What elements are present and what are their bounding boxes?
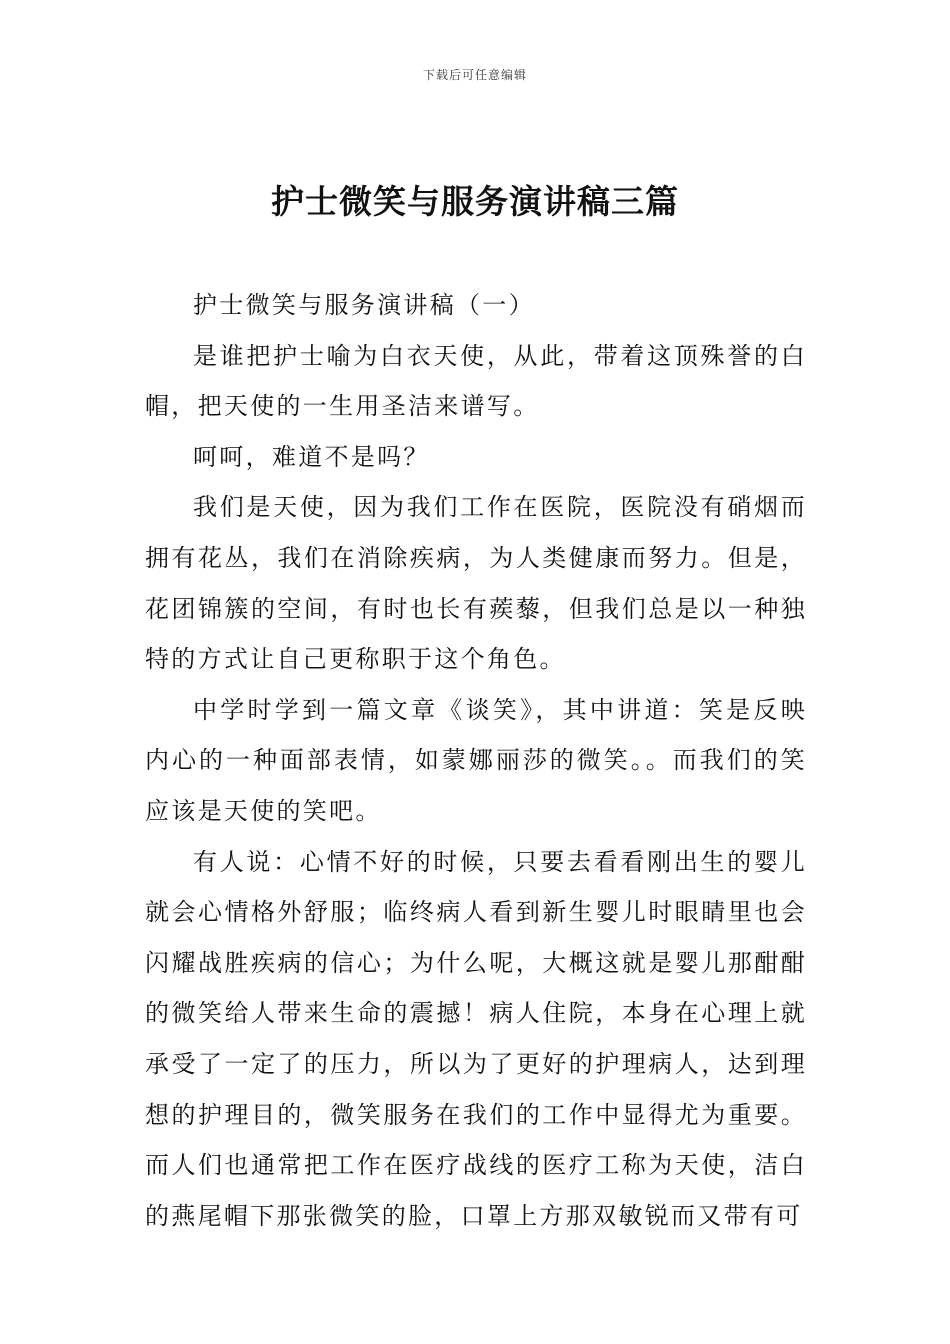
section-subtitle: 护士微笑与服务演讲稿（一）: [193, 291, 535, 319]
document-body: [145, 280, 807, 1241]
paragraph: 呵呵，难道不是吗？: [193, 442, 430, 471]
paragraph: 中学时学到一篇文章《谈笑》，其中讲道：笑是反映内心的一种面部表情，如蒙娜丽莎的微笑。。而我们的笑应该是天使的笑吧。: [145, 695, 807, 825]
paragraph: 有人说：心情不好的时候，只要去看看刚出生的婴儿就会心情格外舒服；临终病人看到新生婴儿时眼睛里也会闪耀战胜疾病的信心；为什么呢，大概这就是婴儿那酣酣的微笑给人带来生命的震撼！病人住院，本身在心理上就承受了一定了的压力，所以为了更好的护理病人，达到理想的护理目的，微笑服务在我们的工作中显得尤为重要。而人们也通常把工作在医疗战线的医疗工称为天使，洁白的燕尾帽下那张微笑的脸，口罩上方那双敏锐而又带有可: [145, 847, 807, 1230]
header-note: 下载后可任意编辑: [422, 68, 527, 82]
document-title: 护士微笑与服务演讲稿三篇: [271, 182, 679, 221]
paragraph: 我们是天使，因为我们工作在医院，医院没有硝烟而拥有花丛，我们在消除疾病，为人类健康而努力。但是，花团锦簇的空间，有时也长有蒺藜，但我们总是以一种独特的方式让自己更称职于这个角色。: [145, 493, 807, 674]
paragraph: 是谁把护士喻为白衣天使，从此，带着这顶殊誉的白帽，把天使的一生用圣洁来谱写。: [145, 341, 807, 421]
